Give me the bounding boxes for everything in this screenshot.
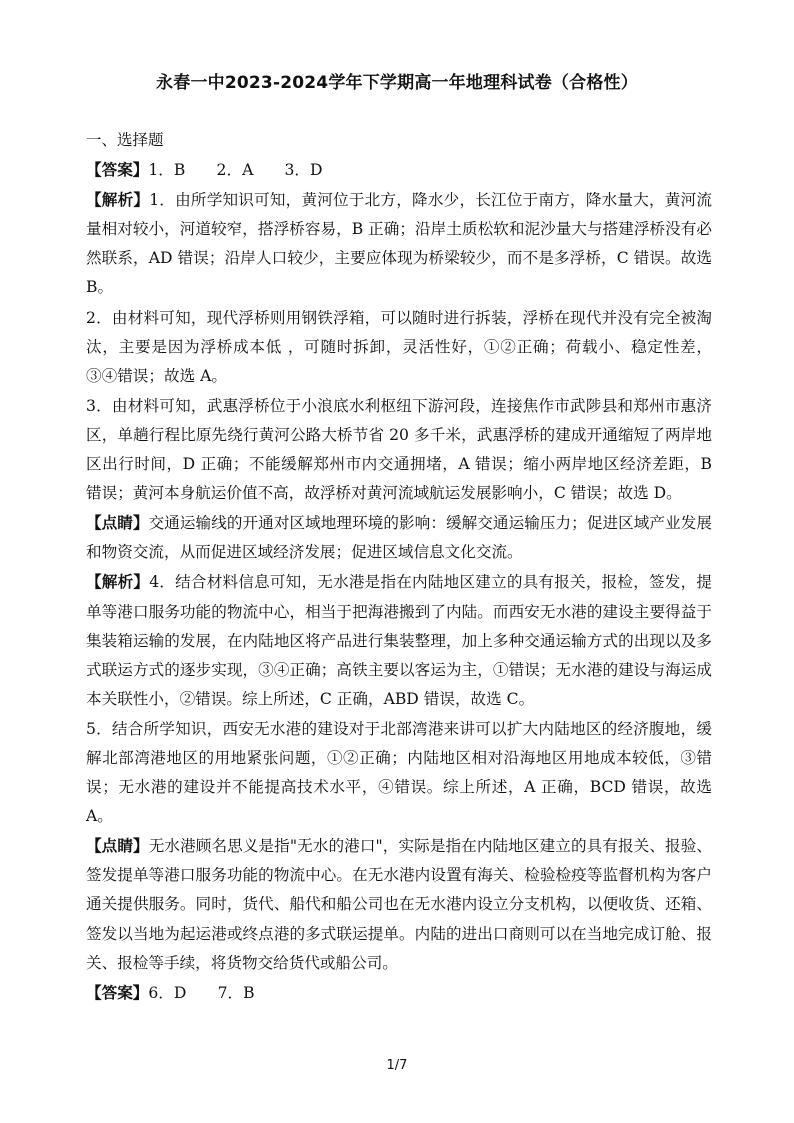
page-title: 永春一中2023-2024学年下学期高一年地理科试卷（合格性）: [156, 73, 638, 93]
paragraph-tag: 【点睛】: [86, 836, 149, 856]
answer-body: [86, 126, 712, 1008]
paragraph-tag: 【解析】: [86, 572, 150, 592]
page-number: 1/7: [386, 1058, 408, 1073]
paragraph-tag: 【答案】: [86, 982, 149, 1002]
paragraph-text: 5．结合所学知识，西安无水港的建设对于北部湾港来讲可以扩大内陆地区的经济腹地，缓解北部湾港地区的用地紧张问题，①②正确；内陆地区相对沿海地区用地成本较低，③错误；无水港的建设并不能提高技术水平，④错误。综上所述，A 正确，BCD 错误，故选 A。: [86, 719, 712, 826]
paragraph-tag: 【解析】: [86, 190, 150, 210]
paragraph-analysis-2: [86, 303, 712, 391]
paragraph-text: 2．由材料可知，现代浮桥则用钢铁浮箱，可以随时进行拆装，浮桥在现代并没有完全被淘汰，主要是因为浮桥成本低 ，可随时拆卸，灵活性好，①②正确；荷载小、稳定性差，③④错误；故选 A。: [86, 308, 712, 385]
paragraph-analysis-1: [86, 185, 712, 302]
paragraph-analysis-3: [86, 391, 712, 508]
paragraph-text: 无水港顾名思义是指"无水的港口"，实际是指在内陆地区建立的具有报关、报验、签发提单等港口服务功能的物流中心。在无水港内设置有海关、检验检疫等监督机构为客户通关提供服务。同时，货代、船代和船公司也在无水港内设立分支机构，以便收货、还箱、签发以当地为起运港或终点港的多式联运提单。内陆的进出口商则可以在当地完成订舱、报关、报检等手续，将货物交给货代或船公司。: [86, 837, 712, 972]
paragraph-analysis-4: [86, 567, 712, 713]
paragraph-key-point-1: [86, 508, 712, 567]
paragraph-tag: 【点睛】: [86, 513, 149, 533]
paragraph-text: 1．B 2．A 3．D: [148, 161, 323, 180]
paragraph-analysis-5: [86, 714, 712, 831]
paragraph-text: 6．D 7．B: [148, 983, 255, 1002]
paragraph-answer-1-3: [86, 155, 712, 185]
section-heading: 一、选择题: [86, 131, 164, 149]
paragraph-text: 1．由所学知识可知，黄河位于北方，降水少，长江位于南方，降水量大，黄河流量相对较小，河道较窄，搭浮桥容易，B 正确；沿岸土质松软和泥沙量大与搭建浮桥没有必然联系，AD 错误；沿岸人口较少，主要应体现为桥梁较少，而不是多浮桥，C 错误。故选 B。: [86, 191, 712, 297]
paragraph-text: 3．由材料可知，武惠浮桥位于小浪底水利枢纽下游河段，连接焦作市武陟县和郑州市惠济区，单趟行程比原先绕行黄河公路大桥节省 20 多千米，武惠浮桥的建成开通缩短了两岸地区出行时间，D 正确；不能缓解郑州市内交通拥堵，A 错误；缩小两岸地区经济差距，B 错误；黄河本身航运价值不高，故浮桥对黄河流域航运发展影响小，C 错误；故选 D。: [86, 396, 712, 503]
paragraph-tag: 【答案】: [86, 160, 149, 180]
paragraph-answer-6-7: [86, 978, 712, 1008]
paragraph-key-point-2: [86, 831, 712, 977]
paragraph-text: 交通运输线的开通对区域地理环境的影响：缓解交通运输压力；促进区域产业发展和物资交流，从而促进区域经济发展；促进区域信息文化交流。: [86, 514, 712, 562]
paragraph-text: 4．结合材料信息可知，无水港是指在内陆地区建立的具有报关，报检，签发，提单等港口服务功能的物流中心，相当于把海港搬到了内陆。而西安无水港的建设主要得益于集装箱运输的发展，在内陆地区将产品进行集装整理，加上多种交通运输方式的出现以及多式联运方式的逐步实现，③④正确；高铁主要以客运为主，①错误；无水港的建设与海运成本关联性小，②错误。综上所述，C 正确，ABD 错误，故选 C。: [86, 573, 712, 708]
